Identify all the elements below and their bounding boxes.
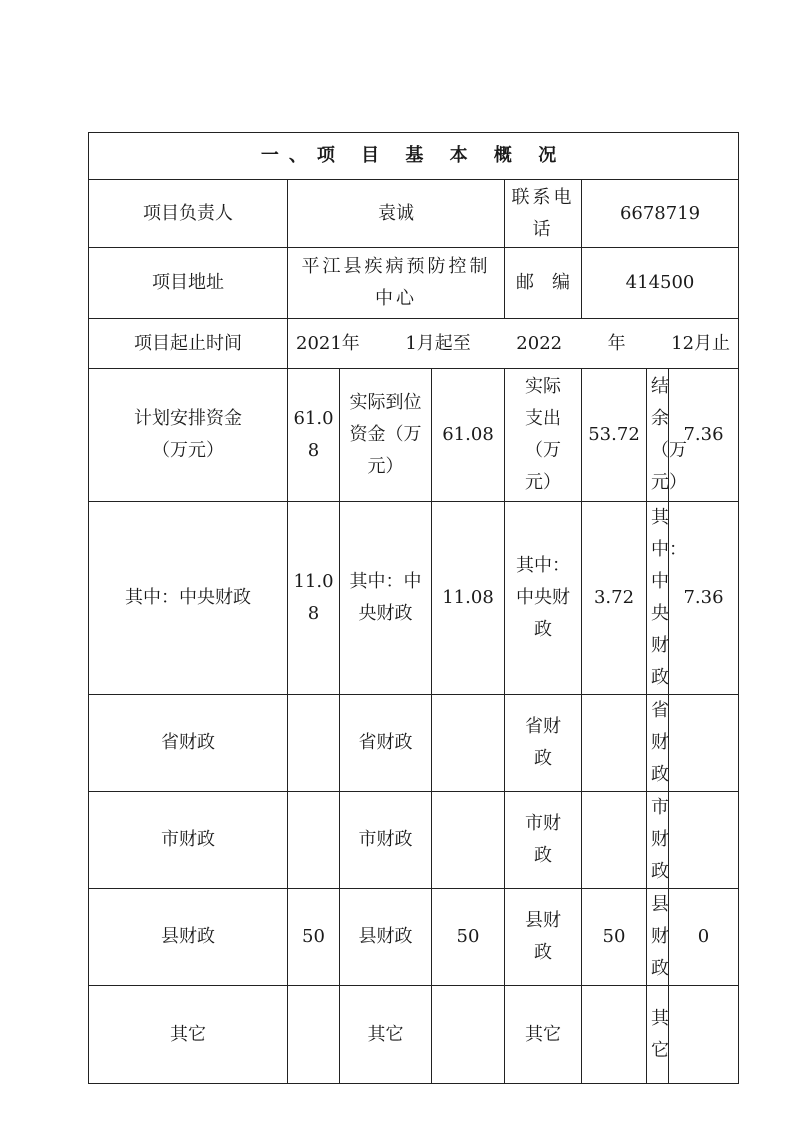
- period-year-unit: 年: [607, 332, 626, 354]
- postcode-value: 414500: [582, 248, 739, 319]
- period-row: [89, 319, 739, 369]
- row-spent-label: 其它: [505, 986, 582, 1084]
- period-end-year: 2022: [516, 332, 563, 354]
- row-spent-value: 3.72: [582, 502, 647, 695]
- row-received-value: 11.08: [432, 502, 505, 695]
- row-spent-label: 市财政: [505, 792, 582, 889]
- row-balance-value: 7.36: [669, 502, 739, 695]
- period-start-year: 2021年: [296, 332, 360, 354]
- row-balance-value: 0: [669, 889, 739, 986]
- row-planned-value: 50: [288, 889, 340, 986]
- row-spent-value: [582, 792, 647, 889]
- row-province: [89, 695, 739, 792]
- row-received-value: 50: [432, 889, 505, 986]
- funds-header-row: [89, 369, 739, 502]
- row-planned-value: 11.08: [288, 502, 340, 695]
- row-balance-label: 其它: [647, 986, 669, 1084]
- row-label: 其中：中央财政: [89, 502, 288, 695]
- row-spent-label: 县财政: [505, 889, 582, 986]
- row-planned-value: [288, 986, 340, 1084]
- phone-value: 6678719: [582, 180, 739, 248]
- address-label: 项目地址: [89, 248, 288, 319]
- address-value: 平江县疾病预防控制中心: [288, 248, 505, 319]
- row-received-label: 省财政: [340, 695, 432, 792]
- received-value: 61.08: [432, 369, 505, 502]
- row-balance-value: [669, 792, 739, 889]
- row-label: 其它: [89, 986, 288, 1084]
- row-received-label: 市财政: [340, 792, 432, 889]
- planned-value: 61.08: [288, 369, 340, 502]
- row-balance-label: 市财政: [647, 792, 669, 889]
- row-balance-value: [669, 695, 739, 792]
- manager-label: 项目负责人: [89, 180, 288, 248]
- spent-value: 53.72: [582, 369, 647, 502]
- row-balance-value: [669, 986, 739, 1084]
- row-received-label: 县财政: [340, 889, 432, 986]
- row-city: [89, 792, 739, 889]
- project-overview-table: [88, 132, 739, 1084]
- period-label: 项目起止时间: [89, 319, 288, 369]
- manager-value: 袁诚: [288, 180, 505, 248]
- row-central: [89, 502, 739, 695]
- row-received-value: [432, 792, 505, 889]
- address-row: [89, 248, 739, 319]
- manager-row: [89, 180, 739, 248]
- row-spent-label: 省财政: [505, 695, 582, 792]
- row-received-label: 其中：中央财政: [340, 502, 432, 695]
- row-balance-label: 其中：中央财政: [647, 502, 669, 695]
- title-row: [89, 133, 739, 180]
- row-received-value: [432, 695, 505, 792]
- received-label: 实际到位资金（万元）: [340, 369, 432, 502]
- row-spent-value: 50: [582, 889, 647, 986]
- period-start-month: 1月起至: [405, 332, 471, 354]
- balance-value: 7.36: [669, 369, 739, 502]
- row-label: 县财政: [89, 889, 288, 986]
- row-spent-value: [582, 986, 647, 1084]
- postcode-label: 邮 编: [505, 248, 582, 319]
- row-spent-label: 其中：中央财政: [505, 502, 582, 695]
- phone-label: 联系电话: [505, 180, 582, 248]
- section-title: 一、项 目 基 本 概 况: [89, 133, 739, 180]
- row-balance-label: 县财政: [647, 889, 669, 986]
- row-spent-value: [582, 695, 647, 792]
- period-value: [288, 319, 739, 369]
- row-balance-label: 省财政: [647, 695, 669, 792]
- row-county: [89, 889, 739, 986]
- row-received-label: 其它: [340, 986, 432, 1084]
- row-planned-value: [288, 792, 340, 889]
- row-label: 省财政: [89, 695, 288, 792]
- planned-label: 计划安排资金（万元）: [89, 369, 288, 502]
- row-other: [89, 986, 739, 1084]
- row-planned-value: [288, 695, 340, 792]
- row-label: 市财政: [89, 792, 288, 889]
- balance-label: 结余（万元）: [647, 369, 669, 502]
- spent-label: 实际支出（万元）: [505, 369, 582, 502]
- period-end-month: 12月止: [671, 332, 731, 354]
- row-received-value: [432, 986, 505, 1084]
